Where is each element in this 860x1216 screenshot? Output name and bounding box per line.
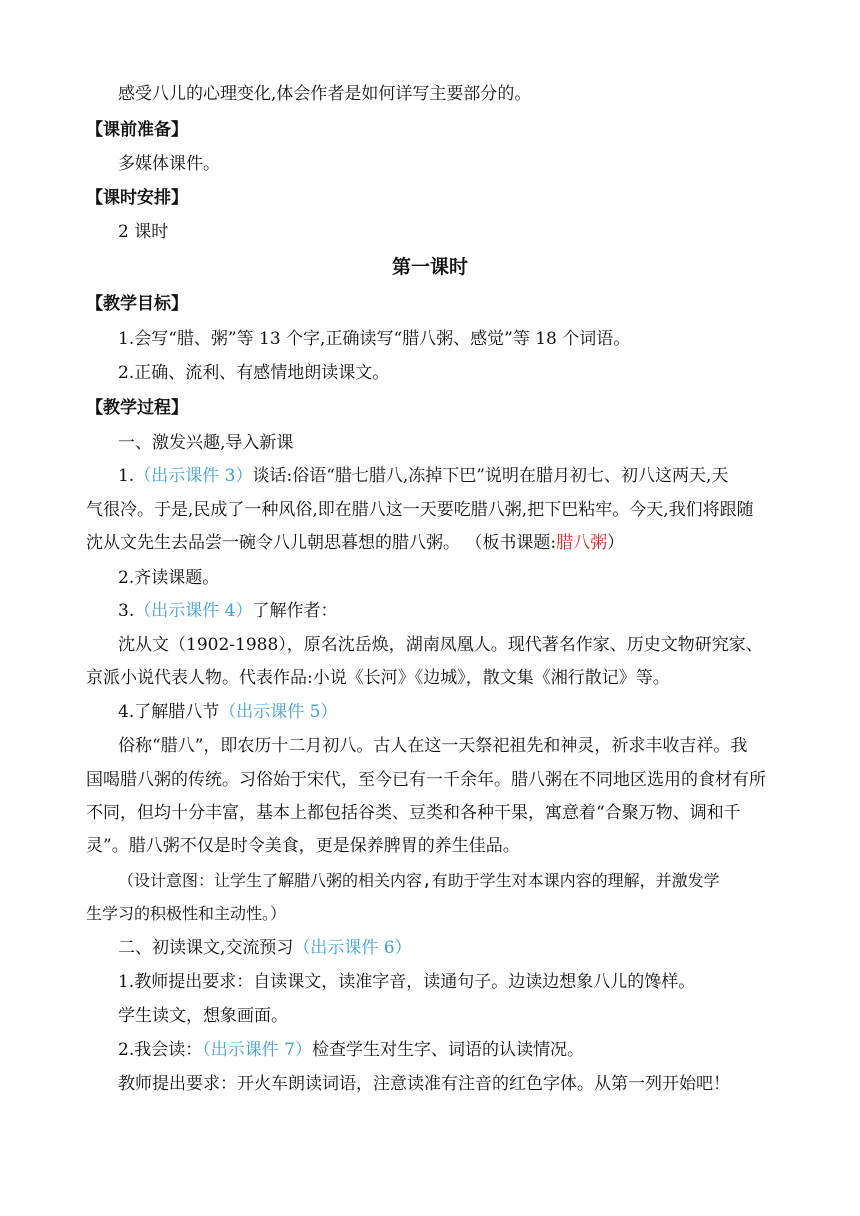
festival-line-4: 灵”。腊八粥不仅是时令美食，更是保养脾胃的养生佳品。 <box>86 836 520 856</box>
reading-req-3-number: 2.我会读： <box>118 1040 203 1060</box>
board-title-highlight: 腊八粥 <box>556 533 608 553</box>
author-line-2: 京派小说代表人物。代表作品:小说《长河》《边城》，散文集《湘行散记》等。 <box>86 668 670 688</box>
step-1-line-1 <box>118 463 728 489</box>
design-intent-line-2: 生学习的积极性和主动性。） <box>86 904 287 923</box>
step-1-line-2: 气很冷。于是,民成了一种风俗,即在腊八这一天要吃腊八粥,把下巴粘牢。今天,我们将跟随 <box>86 500 754 520</box>
goals-heading: 【教学目标】 <box>86 294 188 314</box>
reading-req-3 <box>118 1037 584 1063</box>
festival-line-2: 国喝腊八粥的传统。习俗始于宋代，至今已有一千余年。腊八粥在不同地区选用的食材有所 <box>86 770 766 790</box>
section-2-text: 二、初读课文,交流预习 <box>118 938 294 958</box>
intro-text: 感受八儿的心理变化,体会作者是如何详写主要部分的。 <box>118 84 532 104</box>
step-2: 2.齐读课题。 <box>118 568 220 588</box>
courseware-tag: （出示课件 7） <box>202 1040 312 1060</box>
prep-body: 多媒体课件。 <box>118 154 220 174</box>
schedule-body: 2 课时 <box>118 222 169 242</box>
courseware-tag: （出示课件 3） <box>134 466 253 486</box>
lesson-title: 第一课时 <box>391 256 468 278</box>
step-4 <box>118 699 337 725</box>
courseware-tag: （出示课件 4） <box>134 601 253 621</box>
reading-req-4: 教师提出要求：开火车朗读词语，注意读准有注音的红色字体。从第一列开始吧！ <box>118 1074 730 1094</box>
step-1-text: 谈话:俗语“腊七腊八,冻掉下巴”说明在腊月初七、初八这两天,天 <box>252 466 729 486</box>
step-3 <box>118 598 337 624</box>
step-1-text-end: 沈从文先生去品尝一碗令八儿朝思暮想的腊八粥。 （板书课题: <box>86 533 557 553</box>
festival-line-3: 不同，但均十分丰富，基本上都包括谷类、豆类和各种干果，寓意着“合聚万物、调和千 <box>86 803 741 823</box>
section-2-title <box>118 935 412 961</box>
schedule-heading: 【课时安排】 <box>86 188 188 208</box>
goal-2: 2.正确、流利、有感情地朗读课文。 <box>118 363 390 383</box>
author-line-1: 沈从文（1902-1988），原名沈岳焕，湖南凤凰人。现代著名作家、历史文物研究家、 <box>118 635 763 655</box>
reading-req-3-text: 检查学生对生字、词语的认读情况。 <box>311 1040 584 1060</box>
prep-heading: 【课前准备】 <box>86 120 188 140</box>
courseware-tag: （出示课件 6） <box>293 938 412 958</box>
step-1-number: 1. <box>118 466 135 486</box>
festival-line-1: 俗称“腊八”，即农历十二月初八。古人在这一天祭祀祖先和神灵，祈求丰收吉祥。我 <box>118 736 748 756</box>
step-3-number: 3. <box>118 601 135 621</box>
step-1-close: ） <box>607 533 625 553</box>
process-heading: 【教学过程】 <box>86 398 188 418</box>
section-1-title: 一、激发兴趣,导入新课 <box>118 433 294 453</box>
step-1-line-3 <box>86 530 624 556</box>
design-intent-line-1: （设计意图：让学生了解腊八粥的相关内容,有助于学生对本课内容的理解，并激发学 <box>118 871 720 890</box>
step-3-text: 了解作者： <box>252 601 338 621</box>
courseware-tag: （出示课件 5） <box>219 702 338 722</box>
step-4-text: 4.了解腊八节 <box>118 702 220 722</box>
reading-req-1: 1.教师提出要求：自读课文，读准字音，读通句子。边读边想象八儿的馋样。 <box>118 972 696 992</box>
reading-req-2: 学生读文，想象画面。 <box>118 1006 288 1026</box>
goal-1: 1.会写“腊、粥”等 13 个字,正确读写“腊八粥、感觉”等 18 个词语。 <box>118 329 631 349</box>
